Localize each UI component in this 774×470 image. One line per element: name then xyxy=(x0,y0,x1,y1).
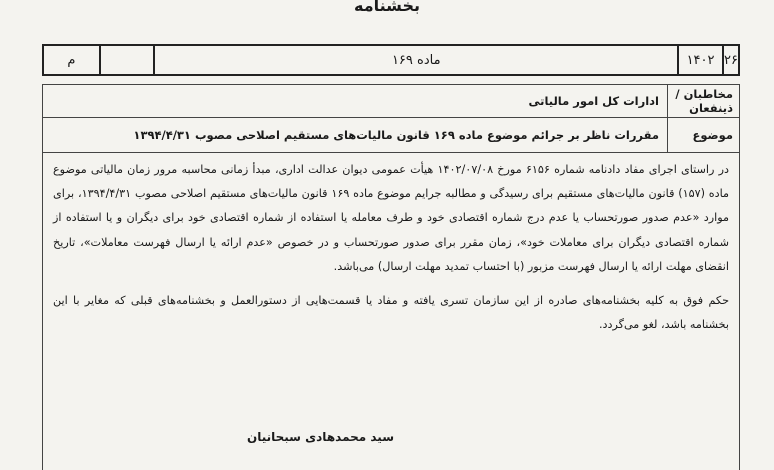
header-empty-cell xyxy=(101,46,156,74)
recipients-value: ادارات کل امور مالیاتی xyxy=(528,94,659,108)
header-number: ۲۶ xyxy=(724,52,739,68)
document-title: بخشنامه xyxy=(354,0,420,15)
subject-row xyxy=(43,118,739,152)
recipients-label: مخاطبان / ذینفعان xyxy=(667,85,739,117)
meta-table xyxy=(42,84,740,153)
subject-value: مقررات ناظر بر جرائم موضوع ماده ۱۶۹ قانون مالیات‌های مستقیم اصلاحی مصوب ۱۳۹۴/۴/۳۱ xyxy=(133,128,659,142)
header-code: م xyxy=(44,46,101,74)
recipients-row xyxy=(43,85,739,118)
body-paragraph-2: حکم فوق به کلیه بخشنامه‌های صادره از این سازمان تسری یافته و مفاد یا قسمت‌هایی از دستورالعمل و بخشنامه‌های قبلی که مغایر با این بخشنامه باشد، لغو می‌گردد. xyxy=(53,294,729,332)
header-table xyxy=(42,44,740,76)
subject-label: موضوع xyxy=(667,118,739,152)
signatory-name: سید محمدهادی سبحانیان xyxy=(246,430,394,444)
header-year: ۱۴۰۲ xyxy=(679,46,724,74)
body-paragraph-1: در راستای اجرای مفاد دادنامه شماره ۶۱۵۶ مورخ ۱۴۰۲/۰۷/۰۸ هیأت عمومی دیوان عدالت اداری، مبدأ زمانی محاسبه مرور زمان مالیاتی موضوع ماده (۱۵۷) قانون مالیات‌های مستقیم برای رسیدگی و مطالبه جرایم موضوع ماده ۱۶۹ قانون مالیات‌های مستقیم اصلاحی مصوب ۱۳۹۴/۴/۳۱، برای موارد «عدم صدور صورتحساب یا عدم درج شماره اقتصادی خود و طرف معامله یا استفاده از شماره اقتصادی خود برای دیگران و یا استفاده از شماره اقتصادی دیگران برای معاملات خود»، زمان مقرر برای صدور صورتحساب و در خصوص «عدم ارائه یا ارسال فهرست معاملات»، تاریخ انقضای مهلت ارائه یا ارسال فهرست مزبور (با احتساب تمدید مهلت ارسال) می‌باشد. xyxy=(53,163,730,273)
header-article: ماده ۱۶۹ xyxy=(155,46,679,74)
body-text xyxy=(42,152,740,470)
